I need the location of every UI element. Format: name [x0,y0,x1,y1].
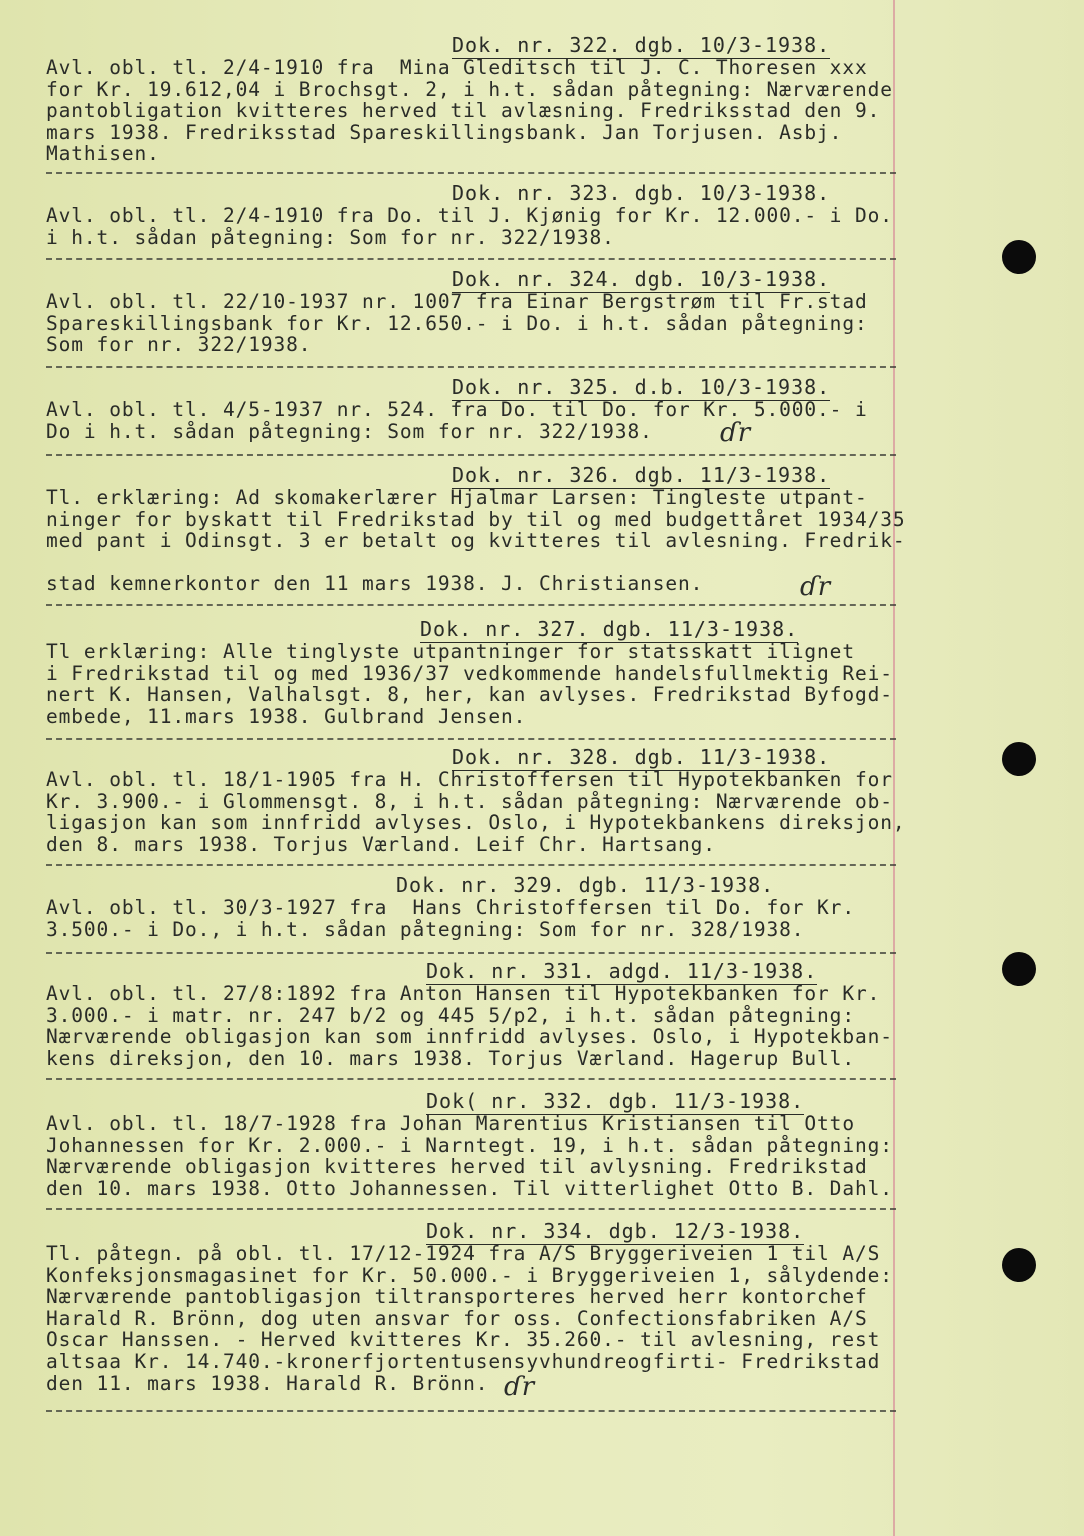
divider [46,172,896,174]
entry-326-continued [46,572,906,595]
entry-text: Tl erklæring: Alle tinglyste utpantninger for statsskatt ilignet i Fredrikstad til og med 1936/37 vedkommende handelsfullmektig Rei- nert K. Hansen, Valhalsgt. 8, her, kan avlyses. Fredrikstad Byfogd- embede, 11.mars 1938. Gulbrand Jensen. [46,640,893,728]
entry-text: Avl. obl. tl. 4/5-1937 nr. 524. fra Do. til Do. for Kr. 5.000.- i Do i h.t. sådan påtegning: Som for nr. 322/1938. [46,398,868,443]
punch-hole [1002,240,1036,274]
handwritten-initials: ɗr [800,572,831,602]
entry-text: Avl. obl. tl. 2/4-1910 fra Mina Gleditsch til J. C. Thoresen xxx for Kr. 19.612,04 i Brochsgt. 2, i h.t. sådan påtegning: Nærværende pantobligation kvitteres herved til avlæsning. Fredriksstad den 9. mars 1938. Fredriksstad Spareskillingsbank. Jan Torjusen. Asbj. Mathisen. [46,56,893,166]
entry-header: Dok. nr. 325. d.b. 10/3-1938. [452,375,831,399]
entry-text: Avl. obl. tl. 22/10-1937 nr. 1007 fra Einar Bergstrøm til Fr.stad Spareskillingsbank for Kr. 12.650.- i Do. i h.t. sådan påtegning: Som for nr. 322/1938. [46,290,868,357]
entry-324 [46,268,906,356]
entry-header: Dok. nr. 329. dgb. 11/3-1938. [396,873,775,897]
entry-header: Dok. nr. 324. dgb. 10/3-1938. [452,267,831,291]
entry-text: Avl. obl. tl. 30/3-1927 fra Hans Christoffersen til Do. for Kr. 3.500.- i Do., i h.t. sådan påtegning: Som for nr. 328/1938. [46,896,855,941]
entry-326 [46,464,906,552]
divider [46,864,896,866]
entry-text: Avl. obl. tl. 27/8:1892 fra Anton Hansen til Hypotekbanken for Kr. 3.000.- i matr. nr. 247 b/2 og 445 5/p2, i h.t. sådan påtegning: Nærværende obligasjon kan som innfridd avlyses. Oslo, i Hypotekban- kens direksjon, den 10. mars 1938. Torjus Værland. Hagerup Bull. [46,982,893,1070]
entry-text: Avl. obl. tl. 2/4-1910 fra Do. til J. Kjønig for Kr. 12.000.- i Do. i h.t. sådan påtegning: Som for nr. 322/1938. [46,204,893,249]
entry-331 [46,960,906,1069]
entry-header: Dok. nr. 331. adgd. 11/3-1938. [426,959,818,983]
entry-322 [46,34,906,165]
divider [46,258,896,260]
entry-header: Dok. nr. 327. dgb. 11/3-1938. [420,617,799,641]
entry-header: Dok. nr. 326. dgb. 11/3-1938. [452,463,831,487]
entry-header: Dok( nr. 332. dgb. 11/3-1938. [426,1089,805,1113]
entry-text: Avl. obl. tl. 18/7-1928 fra Johan Marentius Kristiansen til Otto Johannessen for Kr. 2.000.- i Narntegt. 19, i h.t. sådan påtegning: Nærværende obligasjon kvitteres herved til avlysning. Fredrikstad den 10. mars 1938. Otto Johannessen. Til vitterlighet Otto B. Dahl. [46,1112,893,1200]
entry-329 [46,874,906,940]
divider [46,1078,896,1080]
punch-hole [1002,952,1036,986]
entry-328 [46,746,906,855]
divider [46,952,896,954]
divider [46,366,896,368]
divider [46,454,896,456]
entry-325 [46,376,906,442]
divider [46,1410,896,1412]
entry-header: Dok. nr. 334. dgb. 12/3-1938. [426,1219,805,1243]
entry-text: Avl. obl. tl. 18/1-1905 fra H. Christoffersen til Hypotekbanken for Kr. 3.900.- i Glommensgt. 8, i h.t. sådan påtegning: Nærværende ob- ligasjon kan som innfridd avlyses. Oslo, i Hypotekbankens direksjon, den 8. mars 1938. Torjus Værland. Leif Chr. Hartsang. [46,768,906,856]
divider [46,604,896,606]
entry-text: stad kemnerkontor den 11 mars 1938. J. Christiansen. [46,572,704,595]
punch-hole [1002,1248,1036,1282]
entry-327 [46,618,906,727]
punch-hole [1002,742,1036,776]
entry-332 [46,1090,906,1199]
handwritten-initials: ɗr [720,418,751,448]
entry-text: Tl. påtegn. på obl. tl. 17/12-1924 fra A/S Bryggeriveien 1 til A/S Konfeksjonsmagasinet for Kr. 50.000.- i Bryggeriveien 1, sålydende: Nærværende pantobligasjon tiltransporteres herved herr kontorchef Harald R. Brönn, dog uten ansvar for oss. Confectionsfabriken A/S Oscar Hanssen. - Herved kvitteres Kr. 35.260.- til avlesning, rest altsaa Kr. 14.740.-kronerfjortentusensyvhundreogfirti- Fredrikstad den 11. mars 1938. Harald R. Brönn. [46,1242,893,1395]
handwritten-initials: ɗr [504,1372,535,1402]
entry-header: Dok. nr. 322. dgb. 10/3-1938. [452,33,831,57]
entry-text: Tl. erklæring: Ad skomakerlærer Hjalmar Larsen: Tingleste utpant- ninger for byskatt til Fredrikstad by til og med budgettåret 1934/35 med pant i Odinsgt. 3 er betalt og kvitteres til avlesning. Fredrik- [46,486,906,553]
entry-header: Dok. nr. 328. dgb. 11/3-1938. [452,745,831,769]
divider [46,738,896,740]
entry-header: Dok. nr. 323. dgb. 10/3-1938. [452,181,831,205]
divider [46,1208,896,1210]
entry-334 [46,1220,906,1394]
entry-323 [46,182,906,248]
